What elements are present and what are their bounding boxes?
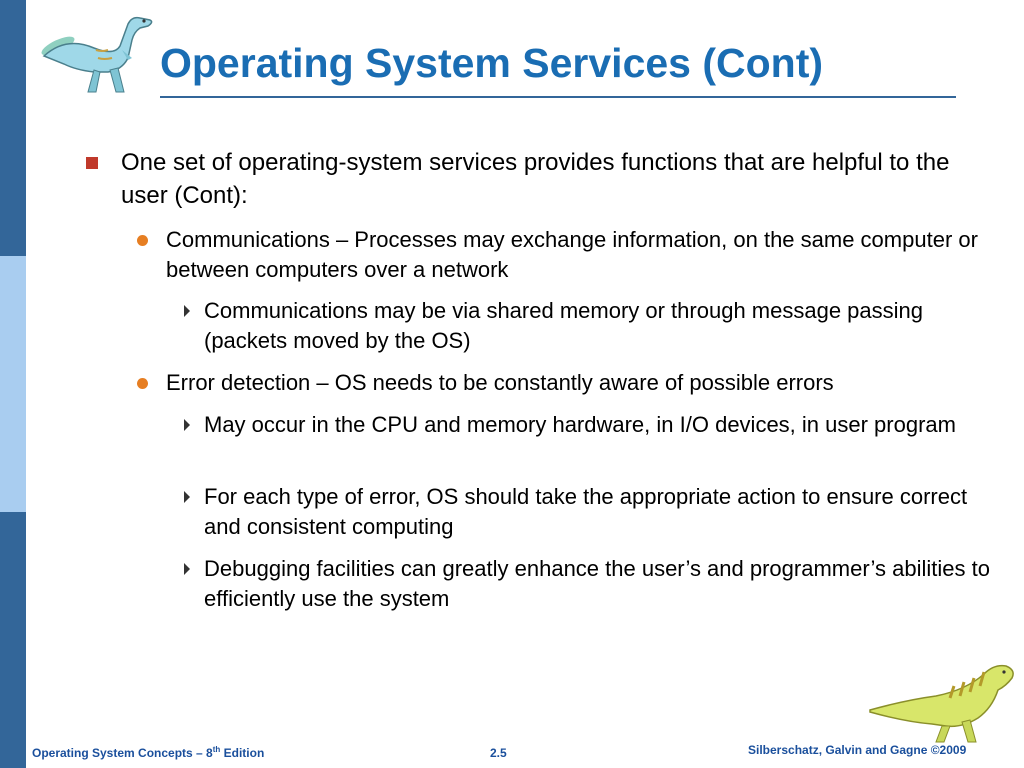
footer-book-title-prefix: Operating System Concepts – 8: [32, 746, 213, 760]
dot-bullet-icon: [137, 378, 148, 389]
list-item: [204, 482, 994, 542]
list-item-text: Communications – Processes may exchange information, on the same computer or between computers over a network: [166, 227, 978, 282]
footer-copyright: Silberschatz, Galvin and Gagne ©2009: [748, 743, 967, 757]
list-item-text: Error detection – OS needs to be constantly aware of possible errors: [166, 370, 834, 395]
footer-book-title-superscript: th: [212, 745, 221, 754]
list-item-text: May occur in the CPU and memory hardware, in I/O devices, in user program: [204, 412, 956, 437]
dinosaur-icon: [36, 6, 158, 96]
square-bullet-icon: [86, 157, 98, 169]
list-item: [204, 554, 994, 614]
list-item: [166, 225, 986, 285]
sidebar-band-middle: [0, 256, 26, 512]
page-title: Operating System Services (Cont): [160, 40, 824, 86]
sidebar-band-bottom: [0, 512, 26, 768]
triangle-bullet-icon: [184, 563, 190, 575]
list-item-text: Debugging facilities can greatly enhance the user’s and programmer’s abilities to efficiently use the system: [204, 556, 990, 611]
title-divider: [160, 96, 956, 98]
list-item-text: For each type of error, OS should take the appropriate action to ensure correct and consistent computing: [204, 484, 968, 539]
triangle-bullet-icon: [184, 491, 190, 503]
list-item: [166, 368, 986, 398]
footer-page-number: 2.5: [490, 746, 507, 760]
list-item: [121, 146, 981, 212]
list-item: [204, 410, 994, 440]
triangle-bullet-icon: [184, 305, 190, 317]
list-item: [204, 296, 994, 356]
footer-book-title: [32, 745, 264, 761]
dot-bullet-icon: [137, 235, 148, 246]
list-item-text: Communications may be via shared memory or through message passing (packets moved by the OS): [204, 298, 923, 353]
footer-book-title-suffix: Edition: [220, 746, 265, 760]
dinosaur-icon: [866, 656, 1018, 744]
triangle-bullet-icon: [184, 419, 190, 431]
list-item-text: One set of operating-system services provides functions that are helpful to the user (Cont):: [121, 149, 950, 209]
sidebar-band-top: [0, 0, 26, 256]
